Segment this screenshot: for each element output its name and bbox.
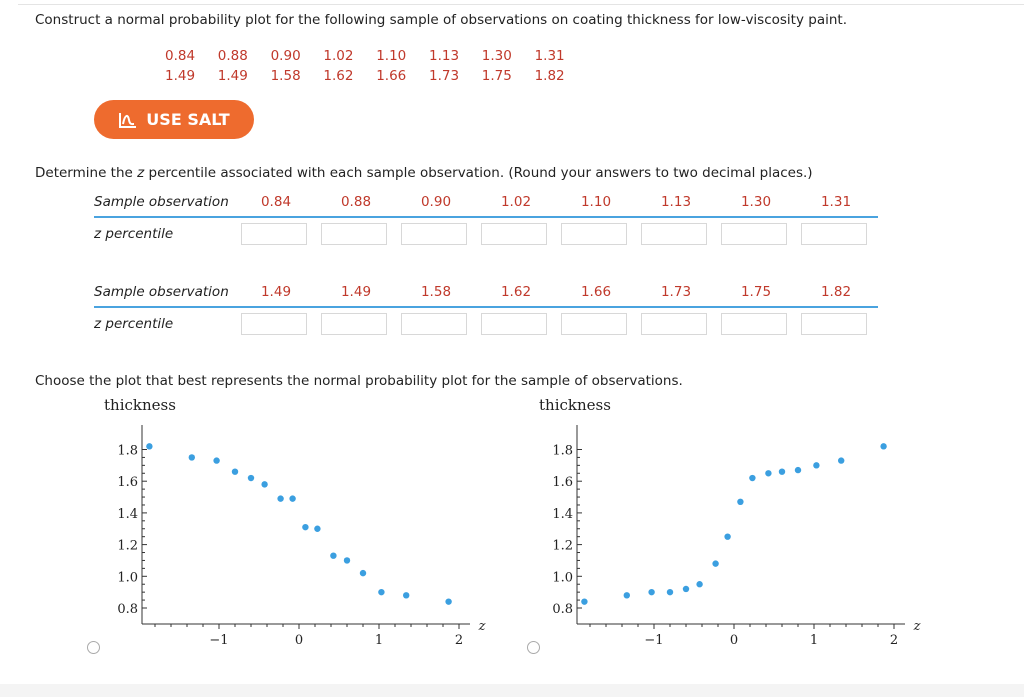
y-tick-label: 1.4 bbox=[552, 506, 573, 522]
table-observation-value: 1.10 bbox=[580, 194, 612, 210]
plot-2-title: thickness bbox=[539, 396, 611, 414]
y-tick-label: 0.8 bbox=[117, 602, 138, 617]
observation-value: 0.84 bbox=[165, 48, 196, 64]
observation-value: 1.49 bbox=[217, 68, 248, 84]
observation-value: 1.30 bbox=[481, 48, 512, 64]
observation-value: 1.31 bbox=[534, 48, 565, 64]
z-percentile-label: z percentile bbox=[94, 226, 174, 242]
data-point bbox=[624, 592, 630, 598]
data-point bbox=[302, 524, 308, 530]
x-tick-label: 1 bbox=[374, 633, 384, 648]
data-point bbox=[289, 495, 295, 501]
y-tick-label: 0.8 bbox=[552, 602, 573, 617]
table-observation-value: 1.75 bbox=[740, 284, 772, 300]
table-observation-value: 1.62 bbox=[500, 284, 532, 300]
data-point bbox=[261, 481, 267, 487]
data-point bbox=[213, 457, 219, 463]
observation-value: 1.75 bbox=[481, 68, 512, 84]
question-text: Construct a normal probability plot for the following sample of observations on coating thickness for low-viscosity paint. bbox=[35, 12, 847, 28]
table-observation-value: 0.88 bbox=[340, 194, 372, 210]
data-point bbox=[749, 475, 755, 481]
x-tick-label: −1 bbox=[209, 633, 229, 648]
data-point bbox=[330, 552, 336, 558]
data-point bbox=[667, 589, 673, 595]
table-observation-value: 1.30 bbox=[740, 194, 772, 210]
observation-value: 1.62 bbox=[323, 68, 354, 84]
y-tick-label: 1.2 bbox=[117, 538, 138, 554]
observation-value: 1.02 bbox=[323, 48, 354, 64]
y-tick-label: 1.8 bbox=[117, 443, 138, 459]
use-salt-label: USE SALT bbox=[146, 110, 230, 129]
table-observation-value: 1.02 bbox=[500, 194, 532, 210]
sample-observation-label: Sample observation bbox=[94, 194, 229, 210]
data-point bbox=[838, 457, 844, 463]
choose-plot-text: Choose the plot that best represents the normal probability plot for the sample of observations. bbox=[35, 373, 683, 389]
data-point bbox=[683, 586, 689, 592]
data-point bbox=[712, 560, 718, 566]
x-tick-label: 0 bbox=[294, 633, 304, 648]
plot-2-radio[interactable] bbox=[527, 641, 540, 654]
x-tick-label: 1 bbox=[809, 633, 819, 648]
y-tick-label: 1.2 bbox=[552, 538, 573, 554]
x-axis-label: z bbox=[478, 619, 486, 634]
observation-value: 1.66 bbox=[376, 68, 407, 84]
observation-value: 1.10 bbox=[376, 48, 407, 64]
table-observation-value: 1.73 bbox=[660, 284, 692, 300]
table-observation-value: 1.13 bbox=[660, 194, 692, 210]
y-tick-label: 1.8 bbox=[552, 443, 573, 459]
data-point bbox=[378, 589, 384, 595]
data-point bbox=[765, 470, 771, 476]
instruction-z: z bbox=[137, 165, 145, 181]
observation-value: 1.13 bbox=[428, 48, 460, 64]
data-point bbox=[696, 581, 702, 587]
plot-1-title: thickness bbox=[104, 396, 176, 414]
observation-value: 1.58 bbox=[270, 68, 301, 84]
y-tick-label: 1.0 bbox=[117, 570, 138, 586]
data-point bbox=[277, 495, 283, 501]
data-point bbox=[880, 443, 886, 449]
table-observation-value: 1.58 bbox=[420, 284, 452, 300]
bottom-bar bbox=[0, 684, 1024, 697]
table-observation-value: 0.84 bbox=[260, 194, 292, 210]
y-tick-label: 1.6 bbox=[552, 475, 573, 491]
data-point bbox=[795, 467, 801, 473]
plot-1-radio[interactable] bbox=[87, 641, 100, 654]
data-point bbox=[813, 462, 819, 468]
instruction-prefix: Determine the bbox=[35, 165, 138, 181]
x-axis-label: z bbox=[913, 619, 921, 634]
table-observation-value: 0.90 bbox=[420, 194, 452, 210]
data-point bbox=[189, 454, 195, 460]
data-point bbox=[314, 526, 320, 532]
data-point bbox=[232, 468, 238, 474]
sample-observation-label: Sample observation bbox=[94, 284, 229, 300]
observation-value: 1.73 bbox=[428, 68, 460, 84]
data-point bbox=[581, 598, 587, 604]
table-observation-value: 1.82 bbox=[820, 284, 852, 300]
z-percentile-label: z percentile bbox=[94, 316, 174, 332]
data-point bbox=[360, 570, 366, 576]
table-observation-value: 1.49 bbox=[260, 284, 292, 300]
data-point bbox=[779, 468, 785, 474]
x-tick-label: 2 bbox=[454, 633, 464, 648]
data-point bbox=[248, 475, 254, 481]
table-observation-value: 1.66 bbox=[580, 284, 612, 300]
y-tick-label: 1.6 bbox=[117, 475, 138, 491]
x-tick-label: −1 bbox=[644, 633, 664, 648]
table-observation-value: 1.49 bbox=[340, 284, 372, 300]
data-point bbox=[648, 589, 654, 595]
data-point bbox=[724, 533, 730, 539]
data-point bbox=[737, 499, 743, 505]
y-tick-label: 1.4 bbox=[117, 506, 138, 522]
table-observation-value: 1.31 bbox=[820, 194, 852, 210]
data-point bbox=[146, 443, 152, 449]
instruction-suffix: percentile associated with each sample observation. (Round your answers to two decimal places.) bbox=[144, 165, 813, 181]
data-point bbox=[445, 598, 451, 604]
observation-value: 0.88 bbox=[217, 48, 248, 64]
observation-value: 0.90 bbox=[270, 48, 301, 64]
y-tick-label: 1.0 bbox=[552, 570, 573, 586]
data-point bbox=[403, 592, 409, 598]
observation-value: 1.82 bbox=[534, 68, 565, 84]
x-tick-label: 2 bbox=[889, 633, 899, 648]
x-tick-label: 0 bbox=[729, 633, 739, 648]
data-point bbox=[344, 557, 350, 563]
observation-value: 1.49 bbox=[165, 68, 196, 84]
